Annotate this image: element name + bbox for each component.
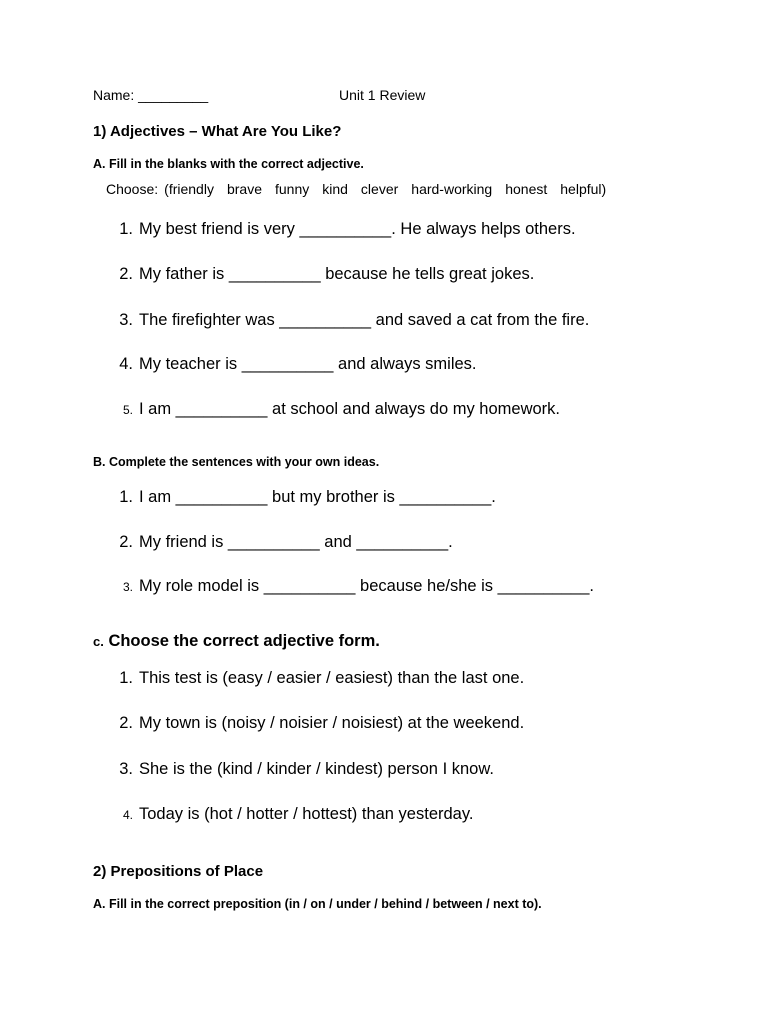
section-prepositions-title: 2) Prepositions of Place: [93, 863, 264, 880]
word-bank-item: brave: [226, 181, 262, 197]
item-text: My father is __________ because he tells great jokes.: [139, 265, 535, 283]
item-text: My teacher is __________ and always smiles.: [139, 355, 477, 373]
list-item: [113, 220, 576, 239]
word-bank-item: funny: [274, 181, 310, 197]
word-bank-item: kind: [322, 181, 348, 197]
page-title: Unit 1 Review: [339, 87, 426, 103]
item-number: 1.: [119, 488, 133, 506]
item-number: 5.: [122, 403, 133, 417]
word-bank-item: hard-working: [411, 181, 493, 197]
item-number: 2.: [119, 533, 133, 551]
item-text: The firefighter was __________ and saved a cat from the fire.: [139, 311, 590, 329]
item-text: She is the (kind / kinder / kindest) person I know.: [139, 760, 494, 778]
word-bank-item: honest: [505, 181, 548, 197]
list-item: [113, 400, 560, 419]
part-c-letter: c.: [93, 634, 104, 649]
item-number: 3.: [119, 760, 133, 778]
list-item: [113, 577, 594, 596]
list-item: [113, 533, 453, 552]
item-number: 1.: [119, 220, 133, 238]
list-item: [113, 355, 477, 374]
list-item: [113, 714, 524, 733]
item-number: 4.: [119, 355, 133, 373]
list-item: [113, 805, 473, 824]
word-bank: [106, 181, 606, 197]
item-text: This test is (easy / easier / easiest) than the last one.: [139, 669, 525, 687]
item-number: 2.: [119, 714, 133, 732]
item-number: 1.: [119, 669, 133, 687]
list-item: [113, 311, 589, 330]
part-b-instructions: B. Complete the sentences with your own ideas.: [93, 455, 380, 469]
word-bank-item: (friendly: [164, 181, 214, 197]
item-text: My role model is __________ because he/she is __________.: [139, 577, 594, 595]
item-text: My friend is __________ and __________.: [139, 533, 453, 551]
section2-part-a-instructions: A. Fill in the correct preposition (in / on / under / behind / between / next to).: [93, 897, 542, 911]
part-c-title: Choose the correct adjective form.: [108, 632, 380, 650]
section-adjectives-title: 1) Adjectives – What Are You Like?: [93, 123, 342, 140]
item-text: My best friend is very __________. He always helps others.: [139, 220, 576, 238]
item-text: I am __________ at school and always do my homework.: [139, 400, 560, 418]
item-number: 3.: [122, 580, 133, 594]
item-number: 3.: [119, 311, 133, 329]
list-item: [113, 669, 524, 688]
list-item: [113, 265, 534, 284]
item-number: 4.: [122, 808, 133, 822]
word-bank-label: Choose:: [106, 181, 159, 197]
list-item: [113, 760, 494, 779]
part-a-instructions: A. Fill in the blanks with the correct adjective.: [93, 157, 364, 171]
list-item: [113, 488, 496, 507]
part-c-instructions: [93, 632, 380, 651]
word-bank-item: clever: [360, 181, 399, 197]
word-bank-item: helpful): [560, 181, 607, 197]
item-text: Today is (hot / hotter / hottest) than yesterday.: [139, 805, 474, 823]
item-number: 2.: [119, 265, 133, 283]
name-field-label: Name: _________: [93, 87, 209, 103]
item-text: I am __________ but my brother is __________.: [139, 488, 496, 506]
item-text: My town is (noisy / noisier / noisiest) at the weekend.: [139, 714, 525, 732]
